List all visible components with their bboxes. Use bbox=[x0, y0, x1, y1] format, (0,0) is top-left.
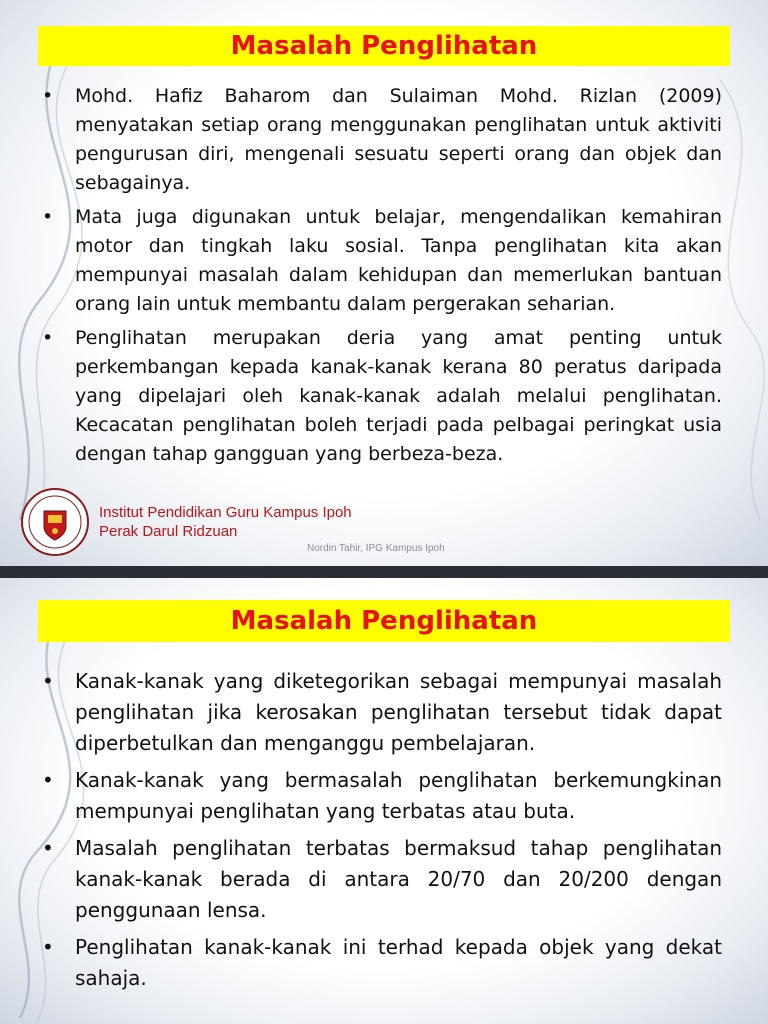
bullet-text: Mohd. Hafiz Baharom dan Sulaiman Mohd. Rizlan (2009) menyatakan setiap orang menggunakan penglihatan untuk aktiviti pengurusan diri, mengenali sesuatu seperti orang dan objek dan sebagainya. bbox=[75, 85, 722, 194]
institution-line-1: Institut Pendidikan Guru Kampus Ipoh bbox=[99, 504, 352, 521]
bullet-list bbox=[30, 666, 722, 1000]
bullet-text: Mata juga digunakan untuk belajar, mengendalikan kemahiran motor dan tingkah laku sosial. Tanpa penglihatan kita akan mempunyai masalah dalam kehidupan dan memerlukan bantuan orang lain untuk membantu dalam pergerakan seharian. bbox=[75, 206, 722, 315]
bullet-text: Penglihatan merupakan deria yang amat penting untuk perkembangan kepada kanak-kanak kerana 80 peratus daripada yang dipelajari oleh kanak-kanak adalah melalui penglihatan. Kecacatan penglihatan boleh terjadi pada pelbagai peringkat usia dengan tahap gangguan yang berbeza-beza. bbox=[75, 327, 722, 465]
list-item bbox=[30, 203, 722, 319]
bullet-text: Kanak-kanak yang diketegorikan sebagai mempunyai masalah penglihatan jika kerosakan penglihatan tersebut tidak dapat diperbetulkan dan menganggu pembelajaran. bbox=[75, 669, 722, 755]
bullet-text: Masalah penglihatan terbatas bermaksud tahap penglihatan kanak-kanak berada di antara 20/70 dan 20/200 dengan penggunaan lensa. bbox=[75, 836, 722, 922]
slide-title: Masalah Penglihatan bbox=[38, 600, 730, 642]
list-item bbox=[30, 932, 722, 994]
bullet-icon: • bbox=[42, 935, 54, 959]
bullet-text: Kanak-kanak yang bermasalah penglihatan berkemungkinan mempunyai penglihatan yang terbatas atau buta. bbox=[75, 768, 722, 823]
institution-line-2: Perak Darul Ridzuan bbox=[99, 523, 238, 540]
list-item bbox=[30, 324, 722, 469]
list-item bbox=[30, 833, 722, 926]
bullet-icon: • bbox=[42, 768, 54, 792]
slide-2 bbox=[0, 578, 768, 1024]
bullet-icon: • bbox=[42, 85, 54, 107]
bullet-icon: • bbox=[42, 206, 54, 228]
slide-title: Masalah Penglihatan bbox=[38, 26, 730, 66]
bullet-text: Penglihatan kanak-kanak ini terhad kepada objek yang dekat sahaja. bbox=[75, 935, 722, 990]
bullet-icon: • bbox=[42, 669, 54, 693]
bullet-icon: • bbox=[42, 836, 54, 860]
institution-seal-logo bbox=[20, 487, 90, 557]
bullet-list bbox=[30, 82, 722, 474]
bullet-icon: • bbox=[42, 327, 54, 349]
institution-name bbox=[99, 503, 352, 541]
list-item bbox=[30, 82, 722, 198]
list-item bbox=[30, 765, 722, 827]
list-item bbox=[30, 666, 722, 759]
footer-credit: Nordin Tahir, IPG Kampus Ipoh bbox=[307, 543, 445, 554]
